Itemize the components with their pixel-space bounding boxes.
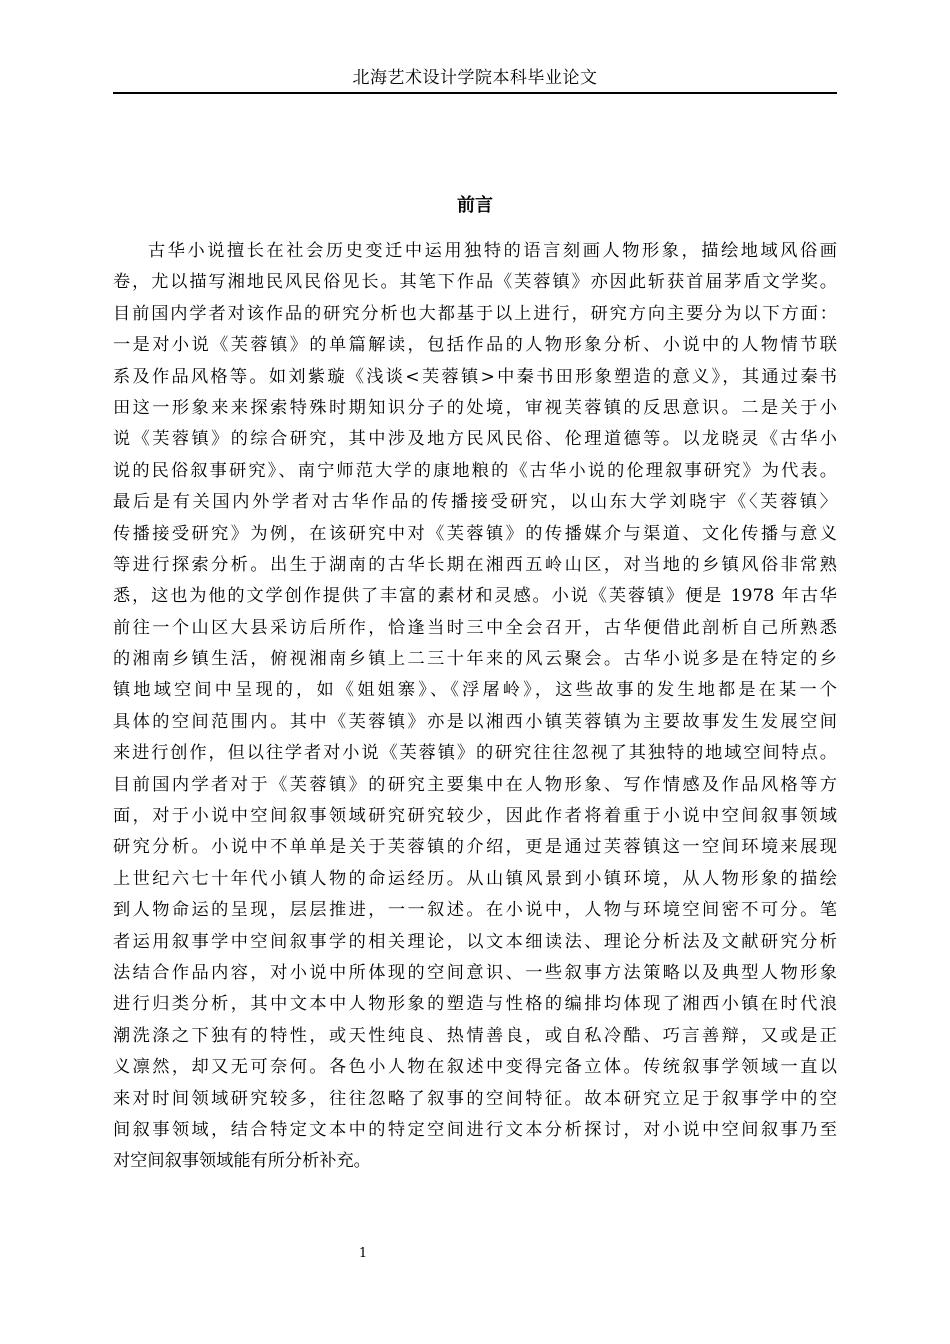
body-line: 镇地域空间中呈现的，如《姐姐寨》、《浮屠岭》，这些故事的发生地都是在某一个 bbox=[113, 680, 837, 701]
body-line: 间叙事领域，结合特定文本中的特定空间进行文本分析探讨，对小说中空间叙事乃至 bbox=[113, 1119, 837, 1140]
body-line: 田这一形象来来探索特殊时期知识分子的处境，审视芙蓉镇的反思意识。二是关于小 bbox=[113, 397, 837, 418]
body-line: 一是对小说《芙蓉镇》的单篇解读，包括作品的人物形象分析、小说中的人物情节联 bbox=[113, 335, 837, 356]
body-line: 说的民俗叙事研究》、南宁师范大学的康地粮的《古华小说的伦理叙事研究》为代表。 bbox=[113, 460, 837, 481]
body-line: 研究分析。小说中不单单是关于芙蓉镇的介绍，更是通过芙蓉镇这一空间环境来展现 bbox=[113, 837, 837, 858]
body-line: 卷，尤以描写湘地民风民俗见长。其笔下作品《芙蓉镇》亦因此斩获首届茅盾文学奖。 bbox=[113, 272, 837, 293]
body-line: 的湘南乡镇生活，俯视湘南乡镇上二三十年来的风云聚会。古华小说多是在特定的乡 bbox=[113, 649, 837, 670]
body-line: 者运用叙事学中空间叙事学的相关理论，以文本细读法、理论分析法及文献研究分析 bbox=[113, 931, 837, 952]
body-line: 古华小说擅长在社会历史变迁中运用独特的语言刻画人物形象，描绘地域风俗画 bbox=[148, 241, 837, 261]
body-line: 对空间叙事领域能有所分析补充。 bbox=[113, 1151, 371, 1172]
body-line: 面，对于小说中空间叙事领域研究研究较少，因此作者将着重于小说中空间叙事领域 bbox=[113, 806, 837, 827]
body-line: 说《芙蓉镇》的综合研究，其中涉及地方民风民俗、伦理道德等。以龙晓灵《古华小 bbox=[113, 429, 837, 450]
body-line: 潮洗涤之下独有的特性，或天性纯良、热情善良，或自私冷酷、巧言善辩，又或是正 bbox=[113, 1025, 837, 1046]
body-line: 到人物命运的呈现，层层推进，一一叙述。在小说中，人物与环境空间密不可分。笔 bbox=[113, 900, 837, 921]
body-line: 系及作品风格等。如刘紫璇《浅谈<芙蓉镇>中秦书田形象塑造的意义》，其通过秦书 bbox=[113, 366, 837, 387]
body-line: 具体的空间范围内。其中《芙蓉镇》亦是以湘西小镇芙蓉镇为主要故事发生发展空间 bbox=[113, 711, 837, 732]
header-rule bbox=[113, 92, 837, 94]
body-line: 等进行探索分析。出生于湖南的古华长期在湘西五岭山区，对当地的乡镇风俗非常熟 bbox=[113, 554, 837, 575]
body-line: 来对时间领域研究较多，往往忽略了叙事的空间特征。故本研究立足于叙事学中的空 bbox=[113, 1088, 837, 1109]
body-line: 目前国内学者对该作品的研究分析也大都基于以上进行，研究方向主要分为以下方面： bbox=[113, 303, 837, 324]
body-line: 来进行创作，但以往学者对小说《芙蓉镇》的研究往往忽视了其独特的地域空间特点。 bbox=[113, 743, 837, 764]
body-line: 目前国内学者对于《芙蓉镇》的研究主要集中在人物形象、写作情感及作品风格等方 bbox=[113, 774, 837, 795]
body-line: 义凛然，却又无可奈何。各色小人物在叙述中变得完备立体。传统叙事学领域一直以 bbox=[113, 1057, 837, 1078]
section-title: 前言 bbox=[457, 195, 493, 216]
body-line: 进行归类分析，其中文本中人物形象的塑造与性格的编排均体现了湘西小镇在时代浪 bbox=[113, 994, 837, 1015]
body-line: 传播接受研究》为例，在该研究中对《芙蓉镇》的传播媒介与渠道、文化传播与意义 bbox=[113, 523, 837, 544]
body-line: 前往一个山区大县采访后所作，恰逢当时三中全会召开，古华便借此剖析自己所熟悉 bbox=[113, 617, 837, 638]
body-paragraph bbox=[113, 236, 837, 1178]
page-header: 北海艺术设计学院本科毕业论文 bbox=[352, 68, 598, 88]
page-number: 1 bbox=[358, 1246, 368, 1261]
body-line: 最后是有关国内外学者对古华作品的传播接受研究，以山东大学刘晓宇《〈芙蓉镇〉 bbox=[113, 492, 837, 513]
body-line: 悉，这也为他的文学创作提供了丰富的素材和灵感。小说《芙蓉镇》便是 1978 年古华 bbox=[113, 586, 837, 607]
body-line: 上世纪六七十年代小镇人物的命运经历。从山镇风景到小镇环境，从人物形象的描绘 bbox=[113, 868, 837, 889]
body-line: 法结合作品内容，对小说中所体现的空间意识、一些叙事方法策略以及典型人物形象 bbox=[113, 962, 837, 983]
